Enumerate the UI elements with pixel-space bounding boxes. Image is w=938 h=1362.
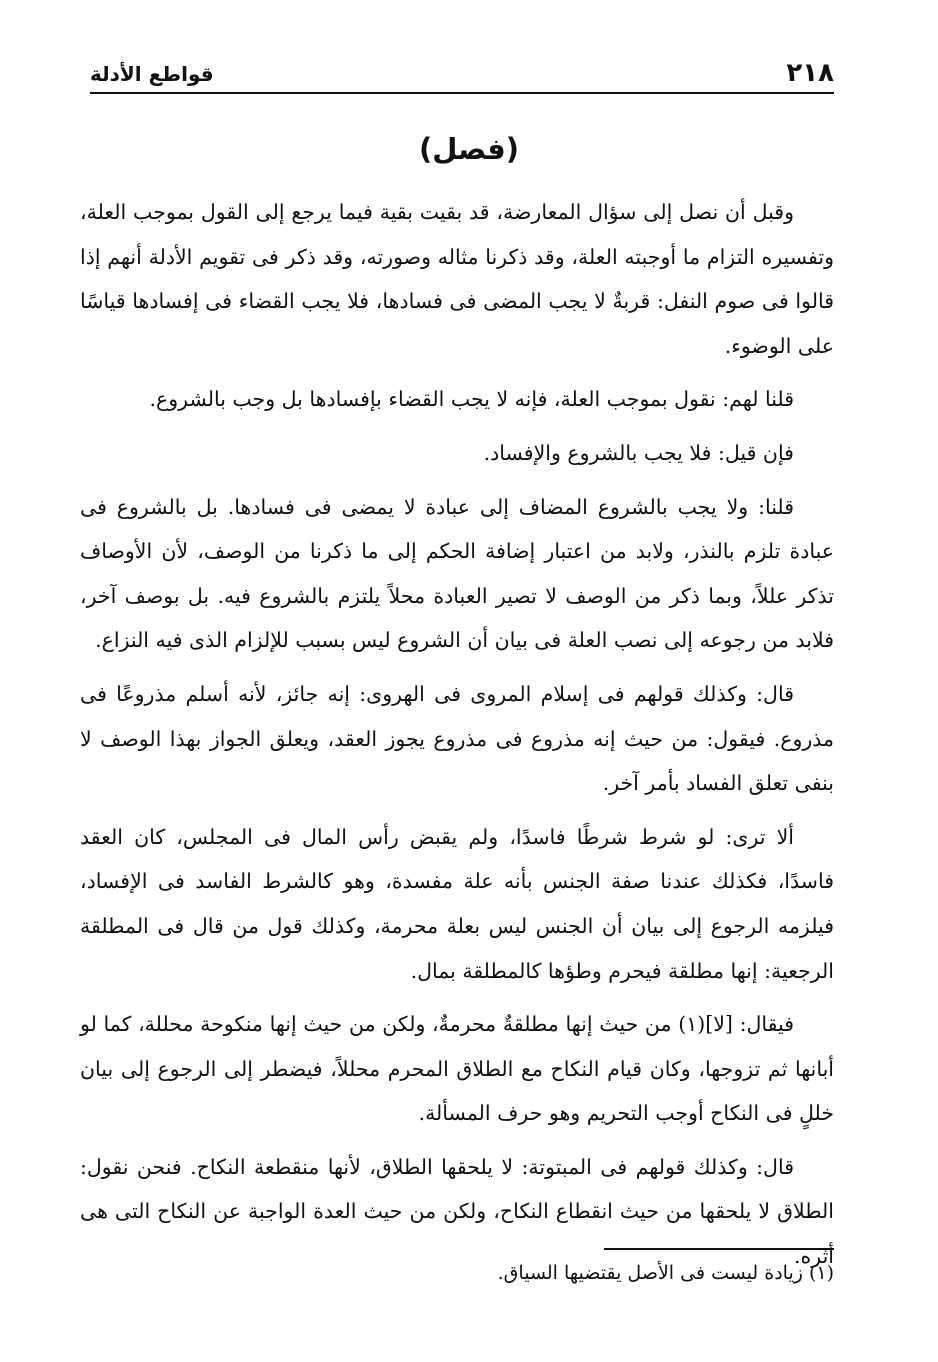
body-text — [80, 190, 834, 1288]
book-title: قواطع الأدلة — [90, 62, 214, 86]
paragraph: فإن قيل: فلا يجب بالشروع والإفساد. — [483, 440, 794, 465]
paragraph: قال: وكذلك قولهم فى إسلام المروى فى الهروى: إنه جائز، لأنه أسلم مذروعًا فى مذروع. فيقول: من حيث إنه مذروع فى مذروع يجوز العقد، ويعلق الجواز بهذا الوصف لا بنفى تعلق الفساد بأمر آخر. — [80, 681, 834, 796]
paragraph: قلنا لهم: نقول بموجب العلة، فإنه لا يجب القضاء بإفسادها بل وجب بالشروع. — [149, 387, 794, 412]
footnote: (١) زيادة ليست فى الأصل يقتضيها السياق. — [497, 1262, 834, 1284]
paragraph: قلنا: ولا يجب بالشروع المضاف إلى عبادة لا يمضى فى فسادها. بل بالشروع فى عبادة تلزم بالنذر، ولابد من اعتبار إضافة الحكم إلى ما ذكرنا من الوصف، لأن الأوصاف تذكر عللاً، وبما ذكر من الوصف لا تصير العبادة محلاً يلتزم بالشروع فيه. بل بوصف آخر، فلابد من رجوعه إلى نصب العلة فى بيان أن الشروع ليس بسبب للإلزام الذى فيه النزاع. — [80, 494, 834, 653]
chapter-heading: (فصل) — [419, 132, 519, 166]
running-header — [90, 52, 834, 94]
page-number: ٢١٨ — [786, 58, 834, 88]
paragraph: قال: وكذلك قولهم فى المبتوتة: لا يلحقها الطلاق، لأنها منقطعة النكاح. فنحن نقول: الطلاق لا يلحقها من حيث انقطاع النكاح، ولكن من حيث العدة الواجبة عن النكاح التى هى أثره. — [80, 1154, 834, 1269]
footnote-divider — [604, 1248, 834, 1250]
paragraph: فيقال: [لا](١) من حيث إنها مطلقةٌ محرمةٌ، ولكن من حيث إنها منكوحة محللة، كما لو أبانها ثم تزوجها، وكان قيام النكاح مع الطلاق المحرم محللاً، فيضطر إلى الرجوع إلى بيان خللٍ فى النكاح أوجب التحريم وهو حرف المسألة. — [80, 1012, 834, 1126]
paragraph: وقبل أن نصل إلى سؤال المعارضة، قد بقيت بقية فيما يرجع إلى القول بموجب العلة، وتفسيره التزام ما أوجبته العلة، وقد ذكرنا مثاله وصورته، وقد ذكر فى تقويم الأدلة أنهم إذا قالوا فى صوم النفل: قربةٌ لا يجب المضى فى فسادها، فلا يجب القضاء فى إفسادها قياسًا على الوضوء. — [80, 200, 834, 358]
paragraph: ألا ترى: لو شرط شرطًا فاسدًا، ولم يقبض رأس المال فى المجلس، كان العقد فاسدًا، فكذلك عندنا صفة الجنس بأنه علة مفسدة، وهو كالشرط الفاسد فى الإفساد، فيلزمه الرجوع إلى بيان أن الجنس ليس بعلة محرمة، وكذلك قول من قال فى المطلقة الرجعية: إنها مطلقة فيحرم وطؤها كالمطلقة بمال. — [80, 824, 834, 983]
